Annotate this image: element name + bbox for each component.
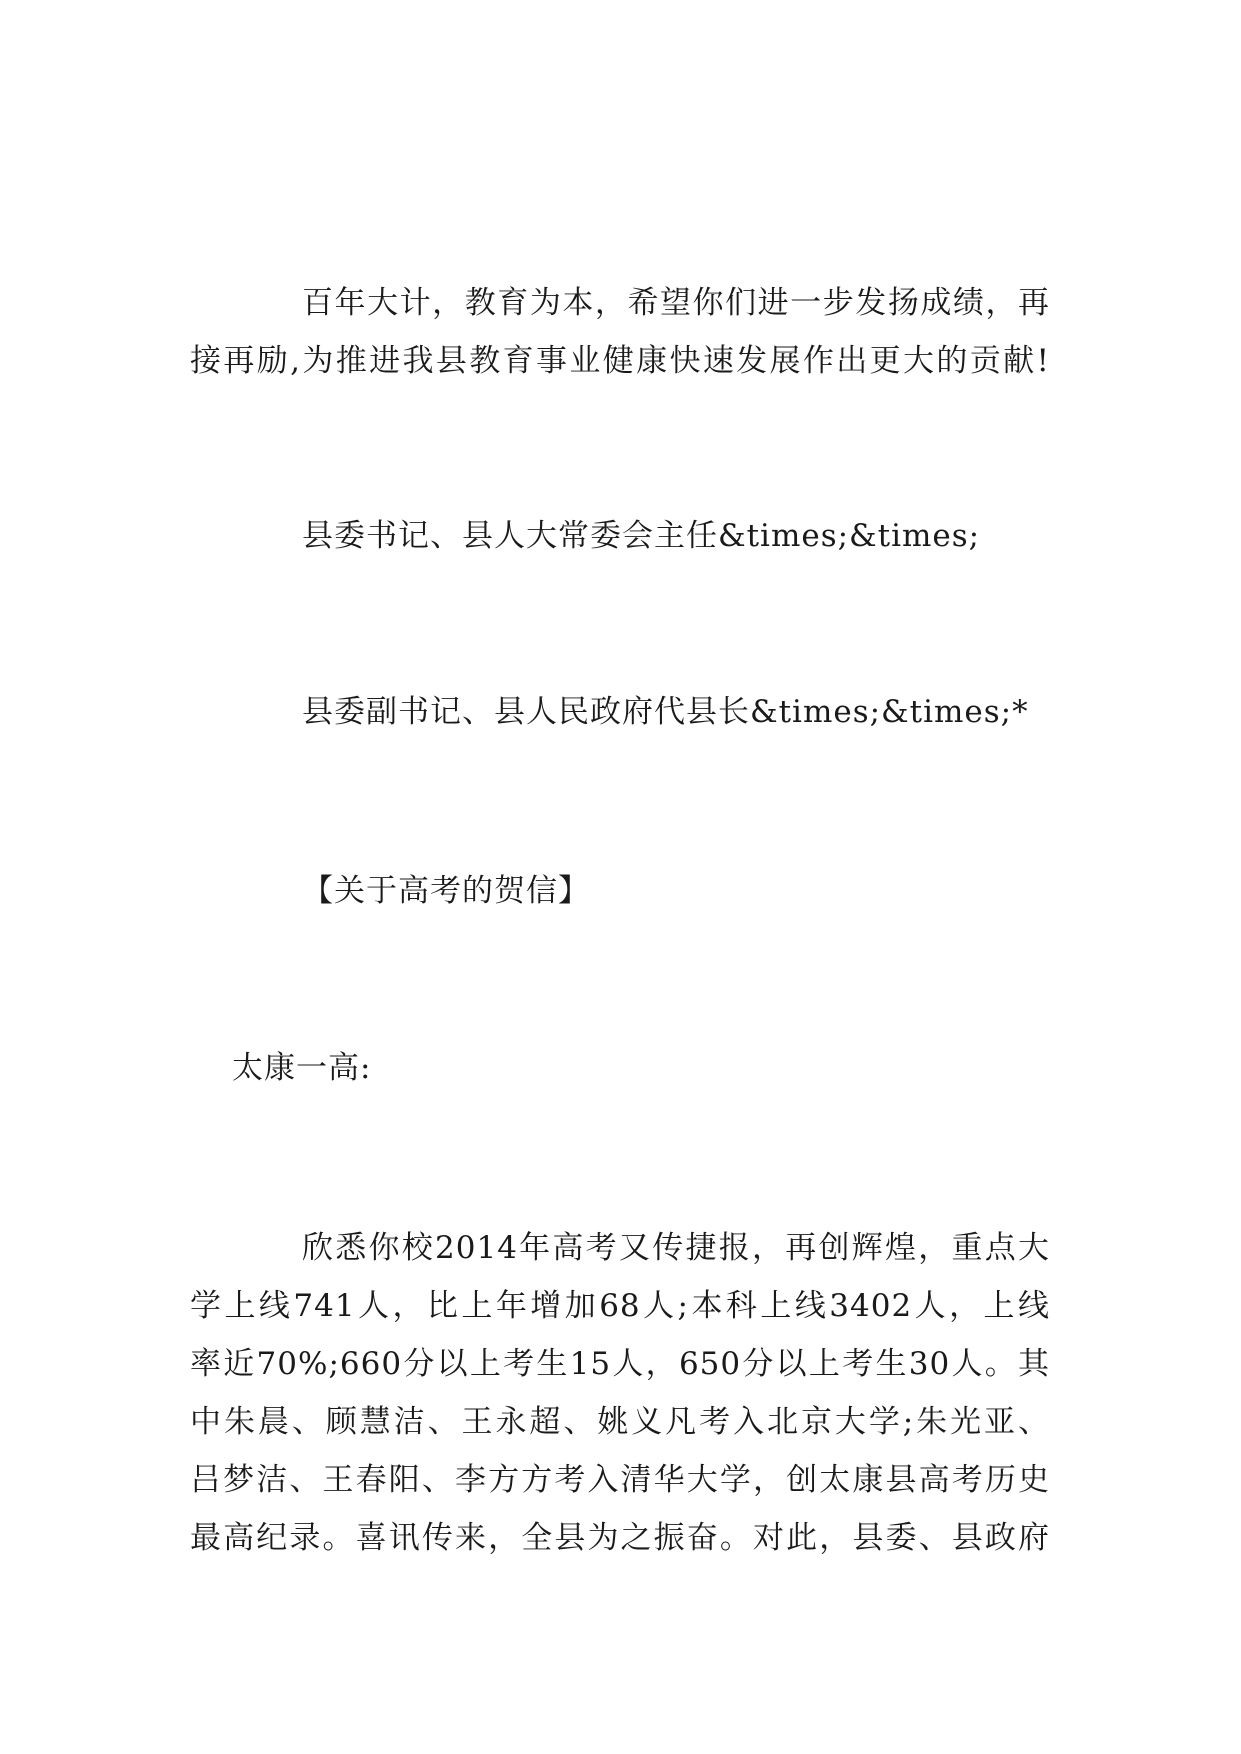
signature-county-secretary: 县委书记、县人大常委会主任&times;&times; [302, 518, 981, 554]
body-paragraph-line-3: 率近70%;660分以上考生15人，650分以上考生30人。其 [190, 1346, 1050, 1382]
body-paragraph-line-5: 吕梦洁、王春阳、李方方考入清华大学，创太康县高考历史 [190, 1462, 1050, 1498]
body-paragraph-line-4: 中朱晨、顾慧洁、王永超、姚义凡考入北京大学;朱光亚、 [190, 1404, 1050, 1440]
closing-paragraph-line-1: 百年大计，教育为本，希望你们进一步发扬成绩，再 [302, 285, 1050, 321]
letter-salutation: 太康一高: [232, 1050, 372, 1086]
signature-deputy-secretary: 县委副书记、县人民政府代县长&times;&times;* [302, 694, 1029, 730]
body-paragraph-line-2: 学上线741人，比上年增加68人;本科上线3402人，上线 [190, 1288, 1050, 1324]
closing-paragraph-line-2: 接再励,为推进我县教育事业健康快速发展作出更大的贡献! [190, 343, 1050, 379]
body-paragraph-line-1: 欣悉你校2014年高考又传捷报，再创辉煌，重点大 [302, 1230, 1050, 1266]
body-paragraph-line-6: 最高纪录。喜讯传来，全县为之振奋。对此，县委、县政府 [190, 1520, 1050, 1556]
section-heading: 【关于高考的贺信】 [302, 873, 590, 909]
